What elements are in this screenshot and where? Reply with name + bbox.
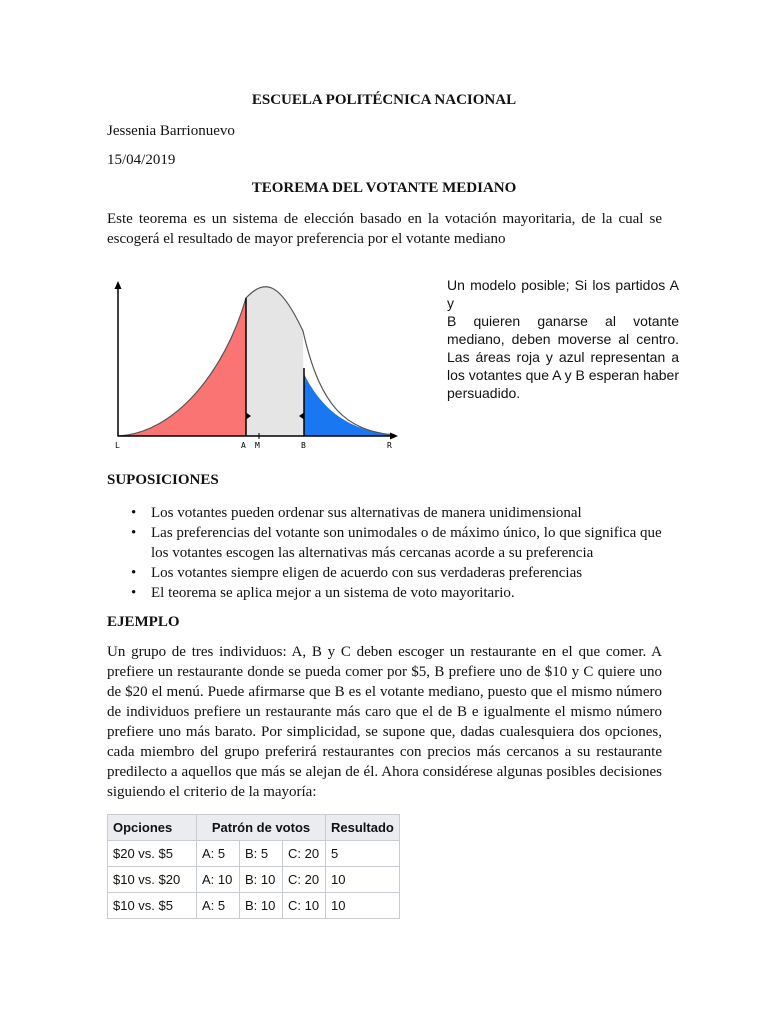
- caption-line-6: persuadido.: [447, 385, 521, 401]
- label-r: R: [387, 441, 392, 450]
- caption-line-3: mediano, deben moverse al centro.: [447, 331, 679, 347]
- example-line: prefiere un restaurante donde se pueda comer por $5, B prefiere uno de $10 y C quiere uno: [107, 664, 662, 680]
- caption-line-1: Un modelo posible; Si los partidos A y: [447, 277, 679, 311]
- header-resultado: Resultado: [326, 815, 400, 841]
- cell-a: A: 10: [197, 867, 240, 893]
- example-line: prefiere uno más barato. Por simplicidad, se supone que, dadas cualesquiera dos opciones,: [107, 724, 662, 740]
- example-line: de individuos prefiere un restaurante más caro que el de B e igualmente el mismo número: [107, 704, 662, 720]
- institution-title: ESCUELA POLITÉCNICA NACIONAL: [251, 92, 517, 108]
- voting-table: [107, 814, 400, 919]
- cell-opcion: $20 vs. $5: [108, 841, 197, 867]
- example-line: cada miembro del grupo preferirá restaurantes con precios más cercanos a su restaurante: [107, 744, 662, 760]
- cell-resultado: 5: [326, 841, 400, 867]
- document-title: TEOREMA DEL VOTANTE MEDIANO: [251, 180, 517, 196]
- cell-c: C: 20: [283, 841, 326, 867]
- blue-area: [304, 374, 395, 436]
- example-line: Un grupo de tres individuos: A, B y C deben escoger un restaurante en el que comer. A: [107, 644, 662, 660]
- caption-line-4: Las áreas roja y azul representan a: [447, 349, 679, 365]
- center-area: [246, 287, 304, 436]
- table-header-row: [108, 815, 400, 841]
- cell-resultado: 10: [326, 893, 400, 919]
- cell-a: A: 5: [197, 893, 240, 919]
- header-opciones: Opciones: [108, 815, 197, 841]
- intro-line-2: escogerá el resultado de mayor preferencia por el votante mediano: [107, 231, 506, 247]
- caption-line-2: B quieren ganarse al votante: [447, 313, 679, 329]
- label-a: A: [241, 441, 246, 450]
- table-row: [108, 893, 400, 919]
- cell-a: A: 5: [197, 841, 240, 867]
- cell-b: B: 5: [240, 841, 283, 867]
- cell-opcion: $10 vs. $5: [108, 893, 197, 919]
- bullet-icon: •: [131, 525, 137, 541]
- bullet-icon: •: [131, 505, 137, 521]
- header-patron: Patrón de votos: [197, 815, 326, 841]
- example-paragraph: [107, 642, 662, 802]
- median-voter-diagram: [105, 276, 405, 456]
- cell-c: C: 10: [283, 893, 326, 919]
- example-line: siguiendo el criterio de la mayoría:: [107, 784, 317, 800]
- assumption-item: • El teorema se aplica mejor a un sistema de voto mayoritario.: [131, 585, 515, 601]
- assumption-item: • Los votantes siempre eligen de acuerdo con sus verdaderas preferencias: [131, 565, 583, 581]
- document-date: 15/04/2019: [107, 152, 176, 168]
- caption-line-5: los votantes que A y B esperan haber: [447, 367, 679, 383]
- bullet-icon: •: [131, 585, 137, 601]
- figure-caption: [447, 276, 679, 402]
- x-axis-arrow: [390, 433, 398, 440]
- label-l: L: [115, 441, 120, 450]
- cell-c: C: 20: [283, 867, 326, 893]
- intro-line-1: Este teorema es un sistema de elección basado en la votación mayoritaria, de la cual se: [107, 211, 662, 227]
- table-row: [108, 867, 400, 893]
- assumptions-list: [107, 503, 667, 603]
- example-line: predilecto a aquellos que más se alejan de él. Ahora considérese algunas posibles decisiones: [107, 764, 662, 780]
- bullet-icon: •: [131, 565, 137, 581]
- label-b: B: [301, 441, 306, 450]
- author-name: Jessenia Barrionuevo: [107, 123, 235, 139]
- cell-b: B: 10: [240, 867, 283, 893]
- cell-b: B: 10: [240, 893, 283, 919]
- section-heading-ejemplo: EJEMPLO: [107, 614, 180, 630]
- assumption-item: • Las preferencias del votante son unimodales o de máximo único, lo que significa que los votantes escogen las alternativas más cercanas acorde a su preferencia: [131, 525, 662, 561]
- cell-resultado: 10: [326, 867, 400, 893]
- example-line: de $20 el menú. Puede afirmarse que B es el votante mediano, puesto que el mismo número: [107, 684, 662, 700]
- section-heading-suposiciones: SUPOSICIONES: [107, 472, 219, 488]
- label-m: M: [255, 441, 260, 450]
- table-row: [108, 841, 400, 867]
- red-area: [117, 298, 246, 436]
- y-axis-arrow: [115, 281, 122, 289]
- assumption-item: • Los votantes pueden ordenar sus alternativas de manera unidimensional: [131, 505, 582, 521]
- cell-opcion: $10 vs. $20: [108, 867, 197, 893]
